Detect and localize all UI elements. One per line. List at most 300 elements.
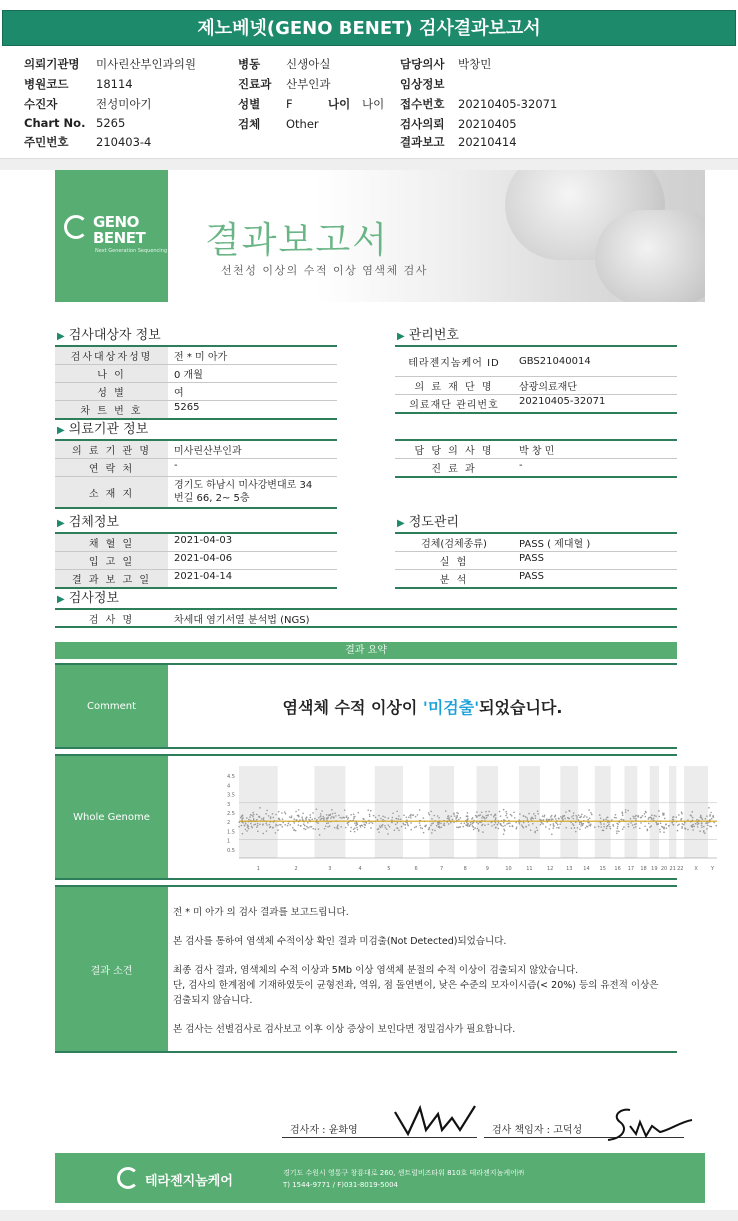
footer xyxy=(55,1153,705,1203)
cn-point xyxy=(682,823,684,825)
cn-point xyxy=(623,826,625,828)
findings-text: 전 * 미 아가 의 검사 결과를 보고드립니다. 본 검사를 통하여 염색체 수적이상 확인 결과 미검출(Not Detected)되었습니다. 최종 검사 결과, 염색체의 수적 이상과 5Mb 이상 염색체 분절의 수적 이상이 검출되지 않았습니다. 단, 검사의 한계점에 기재하였듯이 균형전좌, 역위, 점 돌연변이, 낮은 수준의 모자이시즘(< 20%) 등의 유전적 이상은 검출되지 않습니다. 본 검사는 선별검사로 검사보고 이후 이상 증상이 보인다면 정밀검사가 필요합니다. xyxy=(173,907,659,1035)
y-tick-label: 2.5 xyxy=(227,811,235,817)
cn-point xyxy=(397,828,399,830)
cn-point xyxy=(534,832,536,834)
cn-point xyxy=(372,822,374,824)
cn-point xyxy=(600,817,602,819)
cn-point xyxy=(363,818,365,820)
cn-point xyxy=(562,815,564,817)
cn-point xyxy=(697,826,699,828)
cn-point xyxy=(406,816,408,818)
chromosome-label: 19 xyxy=(651,866,658,872)
cn-point xyxy=(666,827,668,829)
doctor-table xyxy=(395,439,677,478)
cn-point xyxy=(678,814,680,816)
cn-point xyxy=(708,807,710,809)
cn-point xyxy=(681,811,683,813)
cn-point xyxy=(513,812,515,814)
cn-point xyxy=(467,823,469,825)
cn-point xyxy=(357,812,359,814)
cn-point xyxy=(483,817,485,819)
cn-point xyxy=(702,818,704,820)
cn-point xyxy=(246,817,248,819)
cn-point xyxy=(683,824,685,826)
cn-point xyxy=(586,816,588,818)
cn-point xyxy=(523,815,525,817)
y-tick-label: 2 xyxy=(227,820,231,827)
cn-point xyxy=(408,817,410,819)
cn-point xyxy=(556,822,558,824)
cn-point xyxy=(491,825,493,827)
cn-point xyxy=(275,832,277,834)
cn-point xyxy=(572,823,574,825)
cn-point xyxy=(502,826,504,828)
cn-point xyxy=(543,816,545,818)
cn-point xyxy=(537,813,539,815)
cn-point xyxy=(691,811,693,813)
chromosome-label: 6 xyxy=(414,866,418,872)
cn-point xyxy=(270,826,272,828)
chromosome-label: 7 xyxy=(440,866,444,872)
cn-point xyxy=(252,816,254,818)
cn-point xyxy=(384,825,386,827)
cn-point xyxy=(443,824,445,826)
cn-point xyxy=(380,818,382,820)
cn-point xyxy=(609,826,611,828)
cn-point xyxy=(311,826,313,828)
cn-point xyxy=(571,816,573,818)
cn-point xyxy=(476,811,478,813)
cn-point xyxy=(711,818,713,820)
cn-point xyxy=(354,831,356,833)
cn-point xyxy=(514,817,516,819)
cn-point xyxy=(536,830,538,832)
y-tick-label: 0.5 xyxy=(227,847,235,854)
cn-point xyxy=(462,826,464,828)
cn-point xyxy=(438,817,440,819)
cn-point xyxy=(616,833,618,835)
cn-point xyxy=(298,824,300,826)
cn-point xyxy=(677,830,679,832)
cn-point xyxy=(525,816,527,818)
cn-point xyxy=(326,817,328,819)
cn-point xyxy=(420,827,422,829)
cn-point xyxy=(296,819,298,821)
cn-point xyxy=(434,830,436,832)
cn-point xyxy=(556,827,558,829)
cn-point xyxy=(590,825,592,827)
cn-point xyxy=(607,825,609,827)
cn-point xyxy=(710,812,712,814)
cn-point xyxy=(428,827,430,829)
cn-point xyxy=(467,825,469,827)
cn-point xyxy=(709,825,711,827)
cn-point xyxy=(663,831,665,833)
cn-point xyxy=(495,818,497,820)
chromosome-label: 21 xyxy=(669,866,676,872)
cn-point xyxy=(543,819,545,821)
cn-point xyxy=(519,813,521,815)
section-test-heading: ▶ 검사정보 xyxy=(57,591,119,606)
cn-point xyxy=(335,815,337,817)
cn-point xyxy=(594,826,596,828)
cn-point xyxy=(625,809,627,811)
cn-point xyxy=(572,815,574,817)
cn-point xyxy=(634,824,636,826)
cn-point xyxy=(644,825,646,827)
cn-point xyxy=(485,811,487,813)
cn-point xyxy=(402,822,404,824)
cn-point xyxy=(382,819,384,821)
cn-point xyxy=(309,814,311,816)
cn-point xyxy=(242,815,244,817)
cn-point xyxy=(615,817,617,819)
y-tick-label: 3.5 xyxy=(227,792,235,799)
cn-point xyxy=(334,812,336,814)
cn-point xyxy=(314,818,316,820)
cn-point xyxy=(289,824,291,826)
chromosome-band xyxy=(429,766,454,858)
cn-point xyxy=(329,815,331,817)
cn-point xyxy=(256,826,258,828)
cn-point xyxy=(615,814,617,816)
logo-text-geno: GENO xyxy=(93,213,139,231)
cn-point xyxy=(558,827,560,829)
cn-point xyxy=(611,819,613,821)
cn-point xyxy=(241,818,243,820)
cn-point xyxy=(284,824,286,826)
header-col1-row2: 병원코드 18114 xyxy=(24,77,133,91)
section-subject-heading: ▶ 검사대상자 정보 xyxy=(57,328,161,343)
cn-point xyxy=(485,815,487,817)
cn-point xyxy=(428,829,430,831)
table-row: 소 재 지 경기도 하남시 미사강변대로 34 번길 66, 2~ 5층 xyxy=(55,477,337,507)
cn-point xyxy=(340,826,342,828)
cn-point xyxy=(659,831,661,833)
cn-point xyxy=(548,819,550,821)
cn-point xyxy=(642,815,644,817)
subject-table xyxy=(55,345,337,420)
cn-point xyxy=(388,824,390,826)
cn-point xyxy=(681,826,683,828)
chromosome-band xyxy=(684,766,708,858)
cn-point xyxy=(456,812,458,814)
cn-point xyxy=(635,818,637,820)
cn-point xyxy=(242,833,244,835)
cn-point xyxy=(709,814,711,816)
cn-point xyxy=(495,827,497,829)
cn-point xyxy=(259,807,261,809)
cn-point xyxy=(527,819,529,821)
cn-point xyxy=(338,815,340,817)
table-row: 의료재단 관리번호 20210405-32071 xyxy=(409,396,606,411)
cn-point xyxy=(450,822,452,824)
cn-point xyxy=(247,826,249,828)
cn-point xyxy=(257,823,259,825)
cn-point xyxy=(568,810,570,812)
cn-point xyxy=(628,826,630,828)
cn-point xyxy=(500,815,502,817)
cn-point xyxy=(419,822,421,824)
cn-point xyxy=(284,811,286,813)
cn-point xyxy=(430,811,432,813)
cn-point xyxy=(318,817,320,819)
cn-point xyxy=(628,823,630,825)
cn-point xyxy=(622,815,624,817)
arrow-right-icon: ▶ xyxy=(57,518,65,529)
cn-point xyxy=(370,810,372,812)
cn-point xyxy=(261,818,263,820)
cn-point xyxy=(650,825,652,827)
cn-point xyxy=(255,823,257,825)
cn-point xyxy=(713,816,715,818)
cn-point xyxy=(477,823,479,825)
header-col2-row4: 검체 Other xyxy=(238,117,319,131)
bottom-bar xyxy=(0,1210,738,1221)
cn-point xyxy=(423,817,425,819)
table-row: 결 과 보 고 일 2021-04-14 xyxy=(55,570,337,587)
cn-point xyxy=(551,833,553,835)
cn-point xyxy=(316,819,318,821)
cn-point xyxy=(493,824,495,826)
baby-foot-image-2 xyxy=(595,210,705,302)
cn-point xyxy=(415,816,417,818)
cn-point xyxy=(658,823,660,825)
cn-point xyxy=(414,827,416,829)
cn-point xyxy=(432,829,434,831)
cn-point xyxy=(480,814,482,816)
cn-point xyxy=(655,822,657,824)
cn-point xyxy=(603,823,605,825)
cn-point xyxy=(550,824,552,826)
cn-point xyxy=(693,826,695,828)
cn-point xyxy=(452,819,454,821)
cn-point xyxy=(450,815,452,817)
cn-point xyxy=(580,817,582,819)
cn-point xyxy=(249,816,251,818)
specimen-table xyxy=(55,532,337,589)
cn-point xyxy=(503,828,505,830)
cn-point xyxy=(360,826,362,828)
cn-point xyxy=(443,823,445,825)
cn-point xyxy=(337,828,339,830)
cn-point xyxy=(540,822,542,824)
cn-point xyxy=(651,814,653,816)
whole-genome-plot xyxy=(225,760,723,878)
header-col3-row1: 담당의사 박창민 xyxy=(400,57,492,71)
mgmt-table xyxy=(395,345,677,414)
cn-point xyxy=(266,810,268,812)
cn-point xyxy=(429,814,431,816)
cn-point xyxy=(551,815,553,817)
cn-point xyxy=(603,830,605,832)
cn-point xyxy=(278,811,280,813)
chromosome-label: X xyxy=(694,866,698,872)
cn-point xyxy=(504,825,506,827)
cn-point xyxy=(295,830,297,832)
cn-point xyxy=(633,817,635,819)
cn-point xyxy=(315,828,317,830)
cn-point xyxy=(472,825,474,827)
cn-point xyxy=(578,819,580,821)
cn-point xyxy=(521,824,523,826)
section-institution-heading: ▶ 의료기관 정보 xyxy=(57,422,149,437)
cn-point xyxy=(654,815,656,817)
cn-point xyxy=(665,824,667,826)
cn-point xyxy=(257,825,259,827)
cn-point xyxy=(658,816,660,818)
header-col3-row4: 검사의뢰 20210405 xyxy=(400,117,517,131)
cn-point xyxy=(632,824,634,826)
cn-point xyxy=(458,827,460,829)
cn-point xyxy=(389,826,391,828)
cn-point xyxy=(482,824,484,826)
arrow-right-icon: ▶ xyxy=(397,518,405,529)
cn-point xyxy=(468,825,470,827)
cn-point xyxy=(554,815,556,817)
cn-point xyxy=(508,823,510,825)
cn-point xyxy=(510,814,512,816)
cn-point xyxy=(378,831,380,833)
cn-point xyxy=(292,827,294,829)
cn-point xyxy=(474,827,476,829)
cn-point xyxy=(345,816,347,818)
cn-point xyxy=(246,830,248,832)
cn-point xyxy=(701,824,703,826)
g-logo-icon xyxy=(64,215,88,239)
header-col1-row5: 주민번호 210403-4 xyxy=(24,135,152,149)
cn-point xyxy=(577,827,579,829)
cn-point xyxy=(576,816,578,818)
cn-point xyxy=(293,818,295,820)
cn-point xyxy=(589,817,591,819)
cn-point xyxy=(658,810,660,812)
cn-point xyxy=(621,811,623,813)
cn-point xyxy=(701,826,703,828)
cn-point xyxy=(350,827,352,829)
cn-point xyxy=(655,815,657,817)
banner-subtitle: 선천성 이상의 수적 이상 염색체 검사 xyxy=(221,264,428,277)
chromosome-band xyxy=(519,766,540,858)
cn-point xyxy=(306,826,308,828)
table-row: 담 당 의 사 명 박 창 민 xyxy=(395,441,677,459)
cn-point xyxy=(432,822,434,824)
director-signature xyxy=(600,1102,695,1147)
whole-genome-label: Whole Genome xyxy=(55,756,168,878)
cn-point xyxy=(343,817,345,819)
cn-point xyxy=(436,825,438,827)
cn-point xyxy=(361,825,363,827)
cn-point xyxy=(369,815,371,817)
table-row: 나 이 0 개월 xyxy=(55,365,337,383)
cn-point xyxy=(503,809,505,811)
chromosome-label: 11 xyxy=(526,866,533,872)
cn-point xyxy=(377,819,379,821)
cn-point xyxy=(272,813,274,815)
cn-point xyxy=(707,825,709,827)
chromosome-label: 3 xyxy=(328,866,332,872)
arrow-right-icon: ▶ xyxy=(57,331,65,342)
test-table xyxy=(55,608,677,628)
cn-point xyxy=(270,818,272,820)
cn-point xyxy=(384,816,386,818)
cn-point xyxy=(391,822,393,824)
cn-point xyxy=(437,815,439,817)
chromosome-band xyxy=(476,766,498,858)
cn-point xyxy=(536,827,538,829)
cn-point xyxy=(498,822,500,824)
cn-point xyxy=(365,824,367,826)
cn-point xyxy=(567,817,569,819)
cn-point xyxy=(425,826,427,828)
cn-point xyxy=(530,829,532,831)
comment-block xyxy=(55,663,677,749)
cn-point xyxy=(285,813,287,815)
cn-point xyxy=(256,814,258,816)
cn-point xyxy=(616,823,618,825)
whole-genome-block xyxy=(55,754,715,880)
cn-point xyxy=(252,812,254,814)
cn-point xyxy=(713,822,715,824)
cn-point xyxy=(253,819,255,821)
cn-point xyxy=(400,818,402,820)
company-name: 테라젠지놈케어 xyxy=(145,1174,233,1189)
theragen-logo-icon xyxy=(117,1167,139,1189)
cn-point xyxy=(476,822,478,824)
cn-point xyxy=(288,823,290,825)
cn-point xyxy=(275,825,277,827)
cn-point xyxy=(395,824,397,826)
cn-point xyxy=(476,815,478,817)
findings-block xyxy=(55,885,677,1053)
cn-point xyxy=(319,834,321,836)
findings-label: 결과 소견 xyxy=(55,887,168,1051)
cn-point xyxy=(644,816,646,818)
cn-point xyxy=(423,832,425,834)
cn-point xyxy=(382,824,384,826)
cn-point xyxy=(579,828,581,830)
cn-point xyxy=(503,833,505,835)
cn-point xyxy=(578,814,580,816)
cn-point xyxy=(287,825,289,827)
cn-point xyxy=(695,823,697,825)
cn-point xyxy=(456,817,458,819)
cn-point xyxy=(591,814,593,816)
cn-point xyxy=(353,813,355,815)
table-row: 의 료 재 단 명 삼광의료재단 xyxy=(395,377,677,395)
cn-point xyxy=(509,822,511,824)
cn-point xyxy=(509,825,511,827)
cn-point xyxy=(635,826,637,828)
cn-point xyxy=(415,826,417,828)
chromosome-label: 15 xyxy=(599,866,606,872)
cn-point xyxy=(571,827,573,829)
cn-point xyxy=(262,823,264,825)
chromosome-label: 8 xyxy=(463,866,467,872)
cn-point xyxy=(354,822,356,824)
cn-point xyxy=(275,824,277,826)
cn-point xyxy=(699,830,701,832)
cn-point xyxy=(307,827,309,829)
table-row: 입 고 일 2021-04-06 xyxy=(55,552,337,570)
cn-point xyxy=(431,832,433,834)
cn-point xyxy=(681,818,683,820)
cn-point xyxy=(542,823,544,825)
cn-point xyxy=(247,824,249,826)
cn-point xyxy=(304,825,306,827)
chromosome-label: 9 xyxy=(485,866,489,872)
